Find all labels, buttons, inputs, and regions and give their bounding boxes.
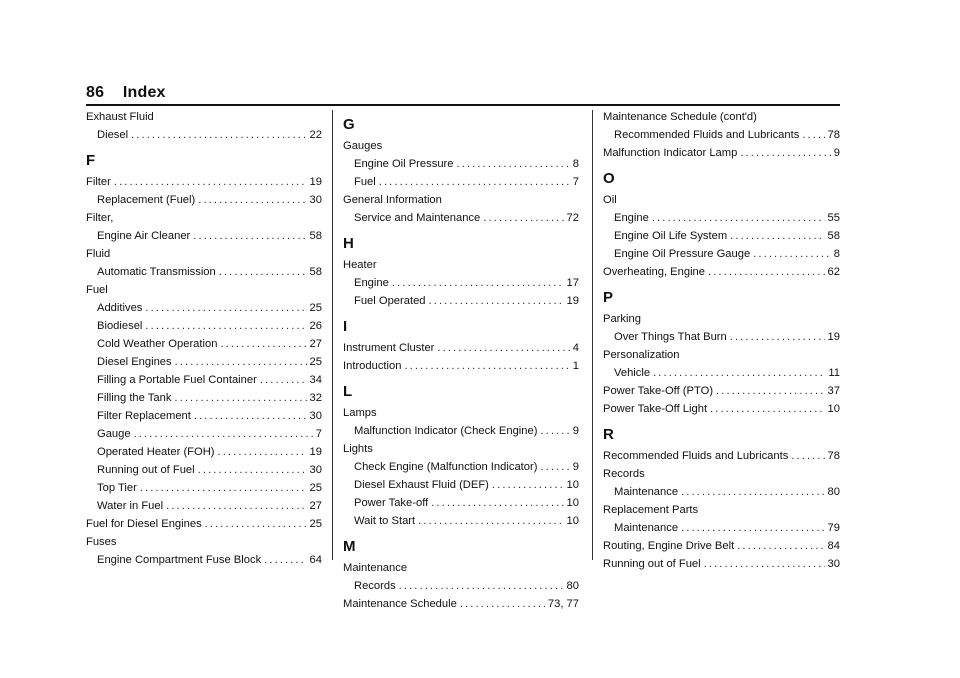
index-subentry — [603, 483, 840, 501]
page-reference: 80 — [566, 580, 579, 592]
index-subentry — [603, 364, 840, 382]
page-reference: 72 — [566, 212, 579, 224]
index-subentry — [86, 191, 322, 209]
index-subentry — [343, 476, 579, 494]
index-heading: Oil — [603, 194, 617, 206]
entry-label: Replacement (Fuel) — [97, 194, 196, 206]
dot-leader — [218, 443, 307, 461]
index-subentry — [86, 317, 322, 335]
index-subentry — [86, 407, 322, 425]
index-column-1 — [86, 108, 322, 569]
page-reference: 34 — [309, 374, 322, 386]
page-reference: 27 — [309, 500, 322, 512]
entry-label: Fuel — [354, 176, 376, 188]
page-reference: 19 — [309, 446, 322, 458]
entry-label: Fuel for Diesel Engines — [86, 518, 202, 530]
index-subentry — [343, 512, 579, 530]
page-reference: 10 — [566, 479, 579, 491]
dot-leader — [399, 577, 564, 595]
index-heading: Gauges — [343, 140, 383, 152]
index-subentry — [343, 422, 579, 440]
dot-leader — [219, 263, 307, 281]
page-reference: 80 — [827, 486, 840, 498]
entry-label: Running out of Fuel — [603, 558, 701, 570]
index-subentry — [86, 227, 322, 245]
page-reference: 4 — [572, 342, 579, 354]
index-heading: General Information — [343, 194, 442, 206]
dot-leader — [198, 461, 307, 479]
dot-leader — [114, 173, 307, 191]
index-entry — [86, 515, 322, 533]
entry-label: Instrument Cluster — [343, 342, 435, 354]
entry-label: Water in Fuel — [97, 500, 164, 512]
entry-label: Biodiesel — [97, 320, 143, 332]
index-heading: Maintenance — [343, 562, 408, 574]
entry-label: Engine Air Cleaner — [97, 230, 191, 242]
page-reference: 30 — [309, 464, 322, 476]
index-heading: Lamps — [343, 407, 377, 419]
entry-label: Wait to Start — [354, 515, 416, 527]
index-subentry — [343, 274, 579, 292]
entry-label: Engine Compartment Fuse Block — [97, 554, 262, 566]
entry-label: Engine Oil Pressure — [354, 158, 454, 170]
dot-leader — [166, 497, 306, 515]
index-subentry — [343, 292, 579, 310]
page-reference: 25 — [309, 482, 322, 494]
index-subentry — [86, 443, 322, 461]
dot-leader — [431, 494, 563, 512]
entry-label: Power Take-off — [354, 497, 429, 509]
index-entry — [603, 447, 840, 465]
index-subentry — [603, 328, 840, 346]
index-subentry — [86, 353, 322, 371]
index-heading: Personalization — [603, 349, 680, 361]
dot-leader — [220, 335, 306, 353]
index-heading: Maintenance Schedule (cont'd) — [603, 111, 757, 123]
dot-leader — [145, 317, 306, 335]
section-letter: L — [343, 383, 353, 400]
dot-leader — [753, 245, 831, 263]
index-column-3 — [603, 108, 840, 573]
index-subentry — [603, 126, 840, 144]
entry-label: Malfunction Indicator (Check Engine) — [354, 425, 538, 437]
index-subentry — [86, 497, 322, 515]
page-reference: 22 — [309, 129, 322, 141]
entry-label: Power Take-Off Light — [603, 403, 708, 415]
dot-leader — [740, 144, 830, 162]
section-letter: O — [603, 170, 615, 187]
dot-leader — [681, 483, 824, 501]
entry-label: Power Take-Off (PTO) — [603, 385, 714, 397]
page-reference: 58 — [827, 230, 840, 242]
entry-label: Recommended Fluids and Lubricants — [603, 450, 789, 462]
page-reference: 19 — [566, 295, 579, 307]
page-reference: 58 — [309, 230, 322, 242]
entry-label: Top Tier — [97, 482, 137, 494]
section-letter: H — [343, 235, 354, 252]
index-subentry — [603, 245, 840, 263]
index-subentry — [343, 209, 579, 227]
page-reference: 9 — [833, 147, 840, 159]
index-heading: Replacement Parts — [603, 504, 699, 516]
page-reference: 26 — [309, 320, 322, 332]
dot-leader — [140, 479, 307, 497]
dot-leader — [457, 155, 570, 173]
entry-label: Fuel Operated — [354, 295, 426, 307]
index-heading: Heater — [343, 259, 377, 271]
page-reference: 10 — [827, 403, 840, 415]
header-rule — [86, 104, 840, 106]
index-heading: Fluid — [86, 248, 111, 260]
index-heading: Parking — [603, 313, 641, 325]
page-reference: 62 — [827, 266, 840, 278]
index-subentry — [86, 389, 322, 407]
page-reference: 73, 77 — [547, 598, 579, 610]
page-reference: 7 — [572, 176, 579, 188]
index-entry — [603, 537, 840, 555]
entry-label: Automatic Transmission — [97, 266, 216, 278]
index-subentry — [603, 519, 840, 537]
dot-leader — [540, 458, 569, 476]
page-reference: 78 — [827, 450, 840, 462]
index-entry — [603, 555, 840, 573]
dot-leader — [205, 515, 307, 533]
page-reference: 17 — [566, 277, 579, 289]
page-reference: 84 — [827, 540, 840, 552]
index-subentry — [86, 551, 322, 569]
page-reference: 11 — [828, 367, 840, 379]
dot-leader — [392, 274, 564, 292]
page-header — [86, 84, 166, 102]
entry-label: Running out of Fuel — [97, 464, 195, 476]
dot-leader — [540, 422, 569, 440]
index-subentry — [86, 126, 322, 144]
page-reference: 25 — [309, 302, 322, 314]
index-entry — [603, 144, 840, 162]
page-reference: 19 — [827, 331, 840, 343]
section-letter: M — [343, 538, 356, 555]
page-reference: 10 — [566, 515, 579, 527]
dot-leader — [492, 476, 564, 494]
entry-label: Routing, Engine Drive Belt — [603, 540, 735, 552]
entry-label: Additives — [97, 302, 143, 314]
index-heading: Filter, — [86, 212, 114, 224]
index-entry — [343, 357, 579, 375]
index-subentry — [343, 458, 579, 476]
index-column-2 — [343, 108, 579, 613]
index-subentry — [343, 155, 579, 173]
index-entry — [603, 382, 840, 400]
dot-leader — [716, 382, 825, 400]
entry-label: Cold Weather Operation — [97, 338, 218, 350]
index-heading: Records — [603, 468, 645, 480]
dot-leader — [174, 389, 306, 407]
entry-label: Overheating, Engine — [603, 266, 705, 278]
entry-label: Recommended Fluids and Lubricants — [614, 129, 800, 141]
dot-leader — [704, 555, 825, 573]
index-entry — [86, 173, 322, 191]
section-letter: G — [343, 116, 355, 133]
index-entry — [603, 263, 840, 281]
dot-leader — [260, 371, 307, 389]
entry-label: Filling a Portable Fuel Container — [97, 374, 257, 386]
dot-leader — [737, 537, 824, 555]
section-letter: P — [603, 289, 614, 306]
dot-leader — [791, 447, 824, 465]
index-subentry — [343, 577, 579, 595]
entry-label: Vehicle — [614, 367, 651, 379]
entry-label: Maintenance — [614, 486, 679, 498]
page-reference: 9 — [572, 461, 579, 473]
section-letter: I — [343, 318, 348, 335]
page-reference: 19 — [309, 176, 322, 188]
dot-leader — [730, 227, 824, 245]
index-subentry — [343, 173, 579, 191]
dot-leader — [145, 299, 306, 317]
section-letter: R — [603, 426, 614, 443]
entry-label: Engine — [354, 277, 389, 289]
page-reference: 55 — [827, 212, 840, 224]
index-subentry — [86, 335, 322, 353]
entry-label: Check Engine (Malfunction Indicator) — [354, 461, 538, 473]
index-entry — [343, 339, 579, 357]
entry-label: Filter Replacement — [97, 410, 191, 422]
page-reference: 30 — [309, 410, 322, 422]
index-subentry — [86, 425, 322, 443]
entry-label: Introduction — [343, 360, 402, 372]
entry-label: Diesel Exhaust Fluid (DEF) — [354, 479, 489, 491]
entry-label: Operated Heater (FOH) — [97, 446, 215, 458]
entry-label: Filter — [86, 176, 111, 188]
dot-leader — [460, 595, 545, 613]
entry-label: Maintenance Schedule — [343, 598, 457, 610]
index-subentry — [86, 299, 322, 317]
dot-leader — [379, 173, 570, 191]
dot-leader — [175, 353, 307, 371]
page-reference: 30 — [309, 194, 322, 206]
dot-leader — [483, 209, 563, 227]
page-reference: 7 — [315, 428, 322, 440]
entry-label: Service and Maintenance — [354, 212, 481, 224]
page-reference: 37 — [827, 385, 840, 397]
dot-leader — [131, 126, 306, 144]
page-number: 86 — [86, 84, 105, 101]
page-reference: 1 — [572, 360, 579, 372]
page-reference: 25 — [309, 356, 322, 368]
dot-leader — [730, 328, 825, 346]
index-subentry — [86, 263, 322, 281]
page-reference: 58 — [309, 266, 322, 278]
section-letter: F — [86, 152, 96, 169]
index-subentry — [86, 479, 322, 497]
dot-leader — [134, 425, 313, 443]
dot-leader — [193, 227, 306, 245]
index-subentry — [603, 209, 840, 227]
entry-label: Filling the Tank — [97, 392, 172, 404]
dot-leader — [710, 400, 824, 418]
dot-leader — [429, 292, 564, 310]
index-heading: Lights — [343, 443, 373, 455]
dot-leader — [194, 407, 307, 425]
entry-label: Diesel — [97, 129, 129, 141]
page-reference: 64 — [309, 554, 322, 566]
page-reference: 79 — [827, 522, 840, 534]
dot-leader — [653, 364, 825, 382]
index-entry — [343, 595, 579, 613]
entry-label: Engine — [614, 212, 649, 224]
dot-leader — [652, 209, 825, 227]
index-heading: Exhaust Fluid — [86, 111, 154, 123]
dot-leader — [708, 263, 825, 281]
entry-label: Malfunction Indicator Lamp — [603, 147, 738, 159]
page-reference: 30 — [827, 558, 840, 570]
entry-label: Gauge — [97, 428, 131, 440]
page-reference: 25 — [309, 518, 322, 530]
dot-leader — [802, 126, 824, 144]
page-title: Index — [122, 84, 166, 101]
dot-leader — [681, 519, 824, 537]
page-reference: 32 — [309, 392, 322, 404]
index-entry — [603, 400, 840, 418]
entry-label: Diesel Engines — [97, 356, 172, 368]
page-reference: 27 — [309, 338, 322, 350]
page-reference: 9 — [572, 425, 579, 437]
dot-leader — [264, 551, 306, 569]
index-subentry — [603, 227, 840, 245]
column-divider — [592, 110, 593, 560]
column-divider — [332, 110, 333, 560]
index-heading: Fuses — [86, 536, 117, 548]
index-subentry — [86, 461, 322, 479]
entry-label: Records — [354, 580, 396, 592]
dot-leader — [418, 512, 563, 530]
page-reference: 8 — [572, 158, 579, 170]
dot-leader — [404, 357, 569, 375]
entry-label: Engine Oil Pressure Gauge — [614, 248, 751, 260]
index-heading: Fuel — [86, 284, 108, 296]
dot-leader — [198, 191, 306, 209]
entry-label: Maintenance — [614, 522, 679, 534]
page-reference: 78 — [827, 129, 840, 141]
index-subentry — [343, 494, 579, 512]
entry-label: Over Things That Burn — [614, 331, 727, 343]
page-reference: 10 — [566, 497, 579, 509]
entry-label: Engine Oil Life System — [614, 230, 728, 242]
dot-leader — [437, 339, 569, 357]
page-reference: 8 — [833, 248, 840, 260]
index-subentry — [86, 371, 322, 389]
